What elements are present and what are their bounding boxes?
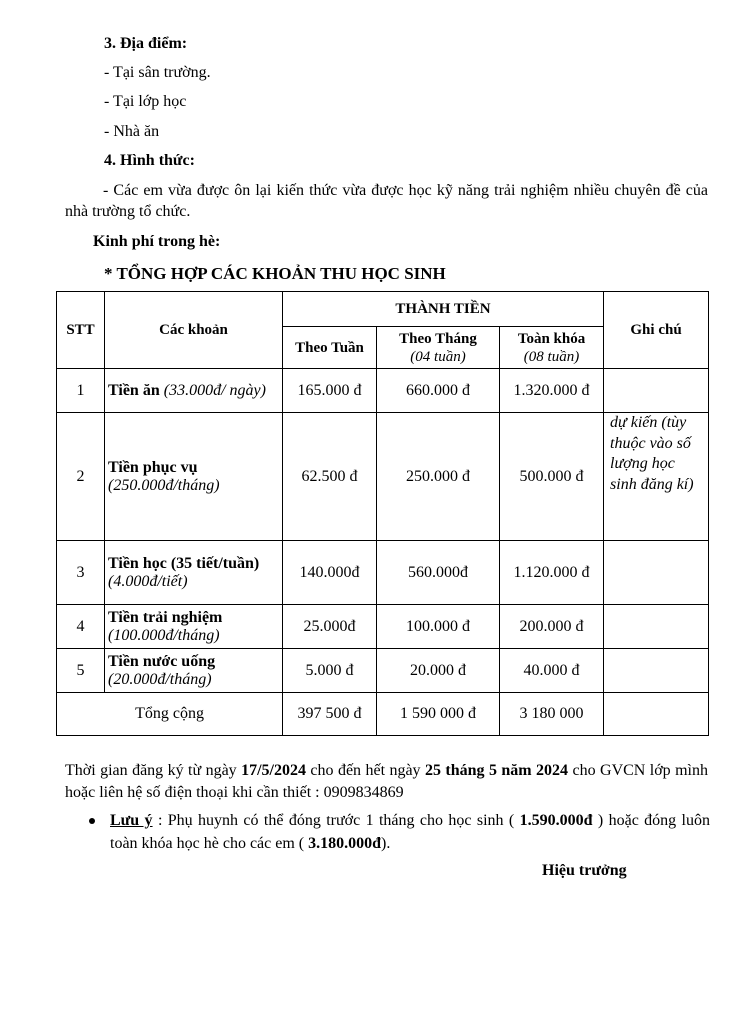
row-item-detail: (250.000đ/tháng) [108,476,220,494]
table-total-row [57,693,709,736]
row-course: 1.320.000 đ [500,369,604,413]
section-4-paragraph: - Các em vừa được ôn lại kiến thức vừa được học kỹ năng trải nghiệm nhiều chuyên đề của nhà trường tổ chức. [65,182,708,220]
row-note [604,605,709,649]
row-item-detail: (4.000đ/tiết) [108,572,188,590]
location-item-yard: - Tại sân trường. [104,64,211,81]
row-month: 250.000 đ [377,413,500,541]
row-course: 200.000 đ [500,605,604,649]
row-month: 20.000 đ [377,649,500,693]
header-item: Các khoản [105,292,283,369]
total-note [604,693,709,736]
location-item-canteen: - Nhà ăn [104,123,160,140]
row-note [604,369,709,413]
registration-start-date: 17/5/2024 [241,762,306,779]
section-3-heading: 3. Địa điểm: [104,35,188,52]
row-week: 25.000đ [283,605,377,649]
table-row [57,369,709,413]
row-item-name: Tiền nước uống [108,652,216,670]
section-4-heading: 4. Hình thức: [104,152,195,169]
row-item-detail: (33.000đ/ ngày) [163,381,266,399]
header-week: Theo Tuần [283,327,377,369]
notice-part2: ) hoặc đóng luôn toàn khóa học hè cho các em ( [110,812,711,852]
total-month: 1 590 000 đ [377,693,500,736]
registration-middle: cho đến hết ngày [306,762,425,779]
total-week: 397 500 đ [283,693,377,736]
row-course: 500.000 đ [500,413,604,541]
row-month: 660.000 đ [377,369,500,413]
row-item-name: Tiền học (35 tiết/tuần) [108,554,260,572]
row-item-detail: (100.000đ/tháng) [108,626,220,644]
header-month [377,327,500,369]
row-item [105,649,283,693]
row-stt: 2 [57,413,105,541]
total-label: Tổng cộng [57,693,283,736]
header-course [500,327,604,369]
row-week: 5.000 đ [283,649,377,693]
row-item [105,605,283,649]
row-stt: 1 [57,369,105,413]
row-item-name: Tiền phục vụ [108,458,198,476]
row-stt: 3 [57,541,105,605]
row-month: 560.000đ [377,541,500,605]
table-row [57,649,709,693]
row-item-detail: (20.000đ/tháng) [108,670,212,688]
table-row [57,413,709,541]
row-item [105,413,283,541]
fee-table [56,291,709,736]
notice-part1: : Phụ huynh có thể đóng trước 1 tháng cho học sinh ( [152,812,520,829]
registration-prefix: Thời gian đăng ký từ ngày [65,762,242,779]
notice-label: Lưu ý [110,812,153,829]
header-month-sub: (04 tuần) [410,348,466,365]
location-item-classroom: - Tại lớp học [104,93,187,110]
header-note: Ghi chú [604,292,709,369]
row-item-name: Tiền trải nghiệm [108,608,223,626]
row-note-estimate: dự kiến (tùy thuộc vào số lượng học sinh đăng kí) [604,413,709,541]
budget-heading: Kinh phí trong hè: [93,233,221,250]
registration-suffix: cho GVCN lớp mình hoặc liên hệ số điện thoại khi cần thiết : 0909834869 [65,762,709,801]
registration-end-date: 25 tháng 5 năm 2024 [425,762,569,779]
header-amount-group: THÀNH TIỀN [283,292,604,327]
header-course-sub: (08 tuần) [523,348,580,365]
bullet-icon [89,818,95,824]
row-item-name: Tiền ăn [108,381,160,399]
row-note [604,649,709,693]
row-stt: 4 [57,605,105,649]
row-item [105,541,283,605]
row-month: 100.000 đ [377,605,500,649]
row-course: 1.120.000 đ [500,541,604,605]
header-month-label: Theo Tháng [399,330,477,347]
row-course: 40.000 đ [500,649,604,693]
total-course: 3 180 000 [500,693,604,736]
table-title: * TỔNG HỢP CÁC KHOẢN THU HỌC SINH [104,264,446,283]
signature-title: Hiệu trưởng [542,862,627,879]
header-course-label: Toàn khóa [517,330,586,347]
row-week: 165.000 đ [283,369,377,413]
row-item [105,369,283,413]
row-note [604,541,709,605]
notice-amount-month: 1.590.000đ [519,812,593,829]
notice-part3: ). [381,835,391,852]
table-row [57,541,709,605]
row-week: 62.500 đ [283,413,377,541]
notice-amount-course: 3.180.000đ [308,835,382,852]
table-header-row [57,292,709,327]
row-week: 140.000đ [283,541,377,605]
row-stt: 5 [57,649,105,693]
registration-paragraph [65,760,708,804]
table-row [57,605,709,649]
notice-paragraph [110,809,710,855]
header-stt: STT [57,292,105,369]
